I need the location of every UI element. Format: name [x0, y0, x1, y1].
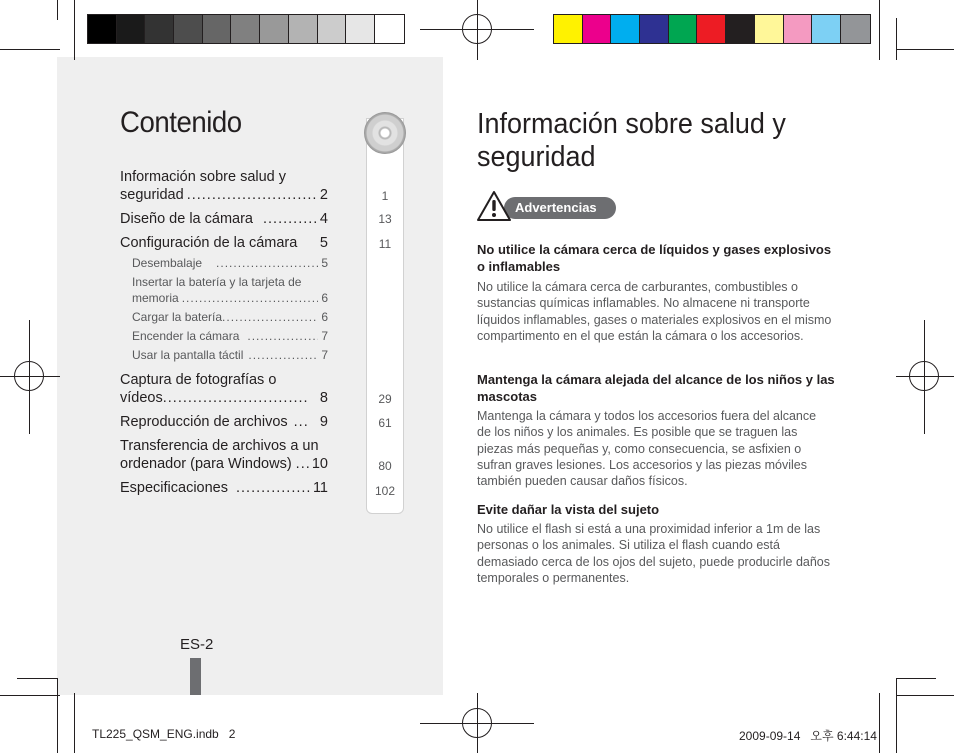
toc-page-number: 2 [319, 187, 328, 203]
toc-entry-text: Información sobre salud y [120, 169, 287, 185]
strip-page-number: 1 [381, 189, 389, 203]
toc-page-number: 8 [319, 390, 328, 406]
toc-subentry-cargar-bateria[interactable] [132, 309, 328, 325]
toc-entry-transferencia[interactable] [120, 437, 328, 473]
section-body: No utilice el flash si está a una proximidad inferior a 1m de las personas o los animales. Si utiliza el flash cuando está demasiado cerca de los ojos del sujeto, puede producirle daños temporales o permanentes. [477, 522, 831, 585]
file-slug: TL225_QSM_ENG.indb 2 [92, 727, 236, 741]
timestamp-slug: 2009-09-14 오후 6:44:14 [739, 729, 877, 743]
color-swatch [318, 15, 347, 43]
toc-entry-especificaciones[interactable] [120, 479, 328, 497]
warning-badge: Advertencias [504, 197, 616, 219]
registration-circle [14, 361, 44, 391]
toc-entry-configuracion[interactable] [120, 234, 328, 252]
toc-page-number: 6 [321, 291, 328, 305]
toc-entry-diseno[interactable] [120, 210, 328, 228]
page-label: ES-2 [180, 636, 214, 653]
crop-mark [896, 49, 954, 50]
toc-page-number: 10 [311, 456, 328, 472]
registration-circle [462, 14, 492, 44]
toc-page-number: 5 [319, 235, 328, 251]
color-swatch [841, 15, 870, 43]
toc-entry-reproduccion[interactable] [120, 413, 328, 431]
toc-entry-text: Insertar la batería y la tarjeta de [132, 275, 302, 289]
crop-mark [0, 695, 60, 696]
strip-page-number: 11 [378, 237, 392, 251]
strip-page-number: 61 [378, 416, 392, 430]
color-swatch [260, 15, 289, 43]
color-swatch [203, 15, 232, 43]
toc-page-number: 9 [319, 414, 328, 430]
color-swatch [755, 15, 784, 43]
crop-mark [57, 0, 58, 20]
toc-entry-text: memoria [132, 291, 179, 305]
color-swatch [346, 15, 375, 43]
crop-mark [879, 693, 880, 753]
toc-entry-text: Captura de fotografías o [120, 372, 277, 388]
color-swatch [289, 15, 318, 43]
section-title: Información sobre salud y seguridad [477, 108, 786, 173]
registration-circle [462, 708, 492, 738]
toc-entry-text: Reproducción de archivos [120, 414, 288, 430]
crop-mark [896, 695, 954, 696]
toc-entry-text: Transferencia de archivos a un [120, 438, 319, 454]
disc-icon [364, 112, 406, 154]
color-swatch [640, 15, 669, 43]
color-swatch [611, 15, 640, 43]
section-heading: No utilice la cámara cerca de líquidos y gases explosivos o inflamables [477, 242, 832, 274]
color-swatch [174, 15, 203, 43]
toc-page-number: 7 [321, 348, 328, 362]
toc-entry-text: Cargar la batería [132, 310, 223, 324]
crop-mark [74, 0, 75, 60]
crop-mark [74, 693, 75, 753]
toc-entry-text: Diseño de la cámara [120, 211, 253, 227]
color-swatch [88, 15, 117, 43]
toc-entry-salud[interactable] [120, 168, 328, 204]
color-swatch [583, 15, 612, 43]
table-of-contents [120, 168, 328, 497]
crop-mark [0, 49, 60, 50]
color-swatch [554, 15, 583, 43]
crop-mark [879, 0, 880, 60]
toc-subentry-bateria-tarjeta[interactable] [132, 274, 328, 306]
toc-page-number: 6 [321, 310, 328, 324]
toc-entry-text: ordenador (para Windows) [120, 456, 292, 472]
section-heading: Mantenga la cámara alejada del alcance de los niños y las mascotas [477, 372, 835, 404]
warning-triangle-icon [476, 190, 512, 222]
strip-page-number: 29 [378, 392, 392, 406]
crop-mark [17, 678, 58, 679]
color-swatch [812, 15, 841, 43]
crop-mark [57, 678, 58, 753]
toc-entry-text: Desembalaje [132, 256, 203, 270]
section-heading: Evite dañar la vista del sujeto [477, 502, 660, 517]
page-index-strip [366, 118, 404, 514]
page-tab-marker [190, 658, 201, 695]
toc-page-number: 5 [321, 256, 328, 270]
crop-mark [896, 18, 897, 60]
color-swatch [697, 15, 726, 43]
color-swatch [145, 15, 174, 43]
registration-circle [909, 361, 939, 391]
color-calibration-bar [553, 14, 871, 44]
strip-page-number: 80 [378, 459, 392, 473]
color-swatch [117, 15, 146, 43]
toc-entry-captura[interactable] [120, 371, 328, 407]
toc-title: Contenido [120, 106, 242, 139]
toc-entry-text: seguridad [120, 187, 184, 203]
crop-mark [896, 678, 897, 753]
toc-page-number: 7 [321, 329, 328, 343]
toc-entry-text: Usar la pantalla táctil [132, 348, 244, 362]
toc-entry-text: Especificaciones [120, 480, 228, 496]
toc-entry-text: Configuración de la cámara [120, 235, 298, 251]
strip-page-number: 102 [374, 484, 396, 498]
toc-entry-text: vídeos [120, 390, 163, 406]
toc-subentry-desembalaje[interactable] [132, 255, 328, 271]
section-body: Mantenga la cámara y todos los accesorios fuera del alcance de los niños y los animales. Es posible que se traguen las piezas más pequeñas y, como consecuencia, se asfixien o sufran graves lesiones. Los accesorios y las piezas móviles también pueden causar daños físicos. [477, 409, 817, 489]
section-body: No utilice la cámara cerca de carburantes, combustibles o sustancias químicas inflamables. No almacene ni transporte líquidos inflamables, gases o materiales explosivos en el mismo compartimento en el que están la cámara o los accesorios. [477, 280, 832, 343]
color-swatch [231, 15, 260, 43]
color-swatch [784, 15, 813, 43]
toc-subentry-encender[interactable] [132, 328, 328, 344]
toc-page-number: 4 [319, 211, 328, 227]
toc-subentry-pantalla-tactil[interactable] [132, 347, 328, 363]
crop-mark [896, 678, 936, 679]
color-swatch [726, 15, 755, 43]
toc-page-number: 11 [312, 480, 328, 496]
grayscale-calibration-bar [87, 14, 405, 44]
toc-entry-text: Encender la cámara [132, 329, 240, 343]
color-swatch [669, 15, 698, 43]
strip-page-number: 13 [378, 212, 392, 226]
color-swatch [375, 15, 404, 43]
